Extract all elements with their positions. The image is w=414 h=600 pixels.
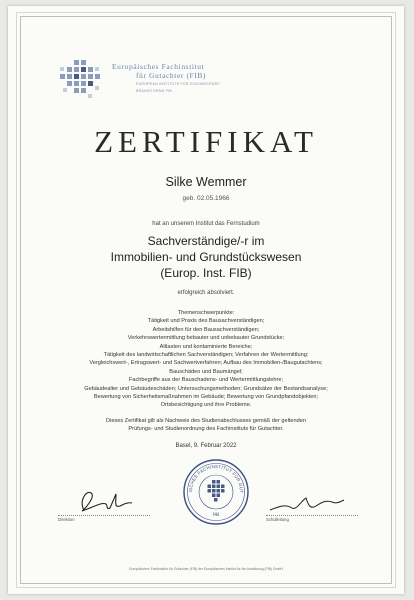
closing-line-2: Prüfungs- und Studienordnung des Fachinstituts für Gutachter. [128, 426, 284, 433]
topic-item: Tätigkeit des landwirtschaftlichen Sachverständigen; Verfahren der Wertermittlung: [103, 352, 309, 359]
topic-item: Altlasten und kontaminierte Bereiche; [159, 343, 253, 350]
signature-label-right: Schulleitung [266, 517, 289, 522]
logo-tagline-1: EUROPEAN INSTITUTE FOR DOCUMENTARY [136, 82, 220, 86]
attended-text: hat an unserem Institut das Fernstudium [152, 221, 260, 227]
topic-item: Vergleichswert-, Ertragswert- und Sachwertverfahren; Aufbau des Immobilien-/Baugutachtens; [89, 360, 323, 367]
logo-text [112, 62, 262, 93]
subject-line-3: (Europ. Inst. FIB) [160, 266, 252, 280]
seal-bottom-text: FIB [212, 511, 220, 518]
logo-tagline-2: BRAINSTORMS FIB [136, 88, 172, 93]
seal-top-text: ISCHES FACHINSTITUT FÜR GUT [187, 463, 245, 493]
success-text: erfolgreich absolviert. [177, 290, 235, 296]
institute-seal-icon [182, 458, 250, 526]
closing-text [30, 417, 382, 434]
certificate-title: ZERTIFIKAT [94, 124, 318, 159]
closing-line-1: Dieses Zertifikat gilt als Nachweis des Studienabschlusses gemäß der geltenden [106, 418, 306, 424]
logo-mark-icon [60, 58, 108, 106]
recipient-birth: geb. 02.05.1966 [182, 195, 230, 202]
topic-item: Tätigkeit und Praxis des Bausachverständigen; [147, 318, 265, 325]
topic-item: Bewertung von Sicherheitsmaßnahmen im Gebäude; Bewertung von Grundpfandobjekten; [93, 394, 319, 401]
signature-line-right [266, 515, 358, 516]
topic-item: Ortsbesichtigung und ihre Probleme. [160, 402, 252, 409]
topics-heading: Themenschwerpunkte: [177, 310, 235, 316]
footer-text: Europäisches Fachinstitut für Gutachter (FIB) der Europäischen Institut für die Ausbildung (FIB) GmbH [129, 567, 283, 571]
topic-item: Bauschäden und Baumängel; [169, 368, 243, 375]
signature-line-left [58, 515, 150, 516]
recipient-name: Silke Wemmer [165, 175, 247, 189]
certificate-page [8, 6, 404, 594]
svg-text:FIB [212, 512, 219, 517]
logo-line-1: Europäisches Fachinstitut [112, 62, 205, 71]
course-subject [38, 233, 374, 281]
subject-line-1: Sachverständige/-r im [147, 234, 265, 248]
signature-label-left: Direktion [58, 517, 75, 522]
topic-item: Fachbegriffe aus der Bauschadens- und Wertermittlungslehre; [128, 377, 284, 384]
head-signature-icon [266, 492, 346, 516]
place-and-date: Basel, 9. Februar 2022 [175, 443, 237, 449]
institute-logo [60, 58, 260, 110]
subject-line-2: Immobilien- und Grundstückswesen [110, 250, 302, 264]
topic-item: Verkehrswertermittlung bebauter und unbebauter Grundstücke; [127, 335, 285, 342]
director-signature-icon [66, 484, 136, 514]
topic-item: Arbeitshilfen für den Bausachverständigen; [152, 326, 260, 333]
topics-list [30, 309, 382, 410]
logo-line-2: für Gutachter (FIB) [136, 71, 207, 80]
topic-item: Gebäudealter und Gebäudeschäden; Untersuchungsmethoden; Grundsätze der Bestandsanalyse; [84, 385, 328, 392]
